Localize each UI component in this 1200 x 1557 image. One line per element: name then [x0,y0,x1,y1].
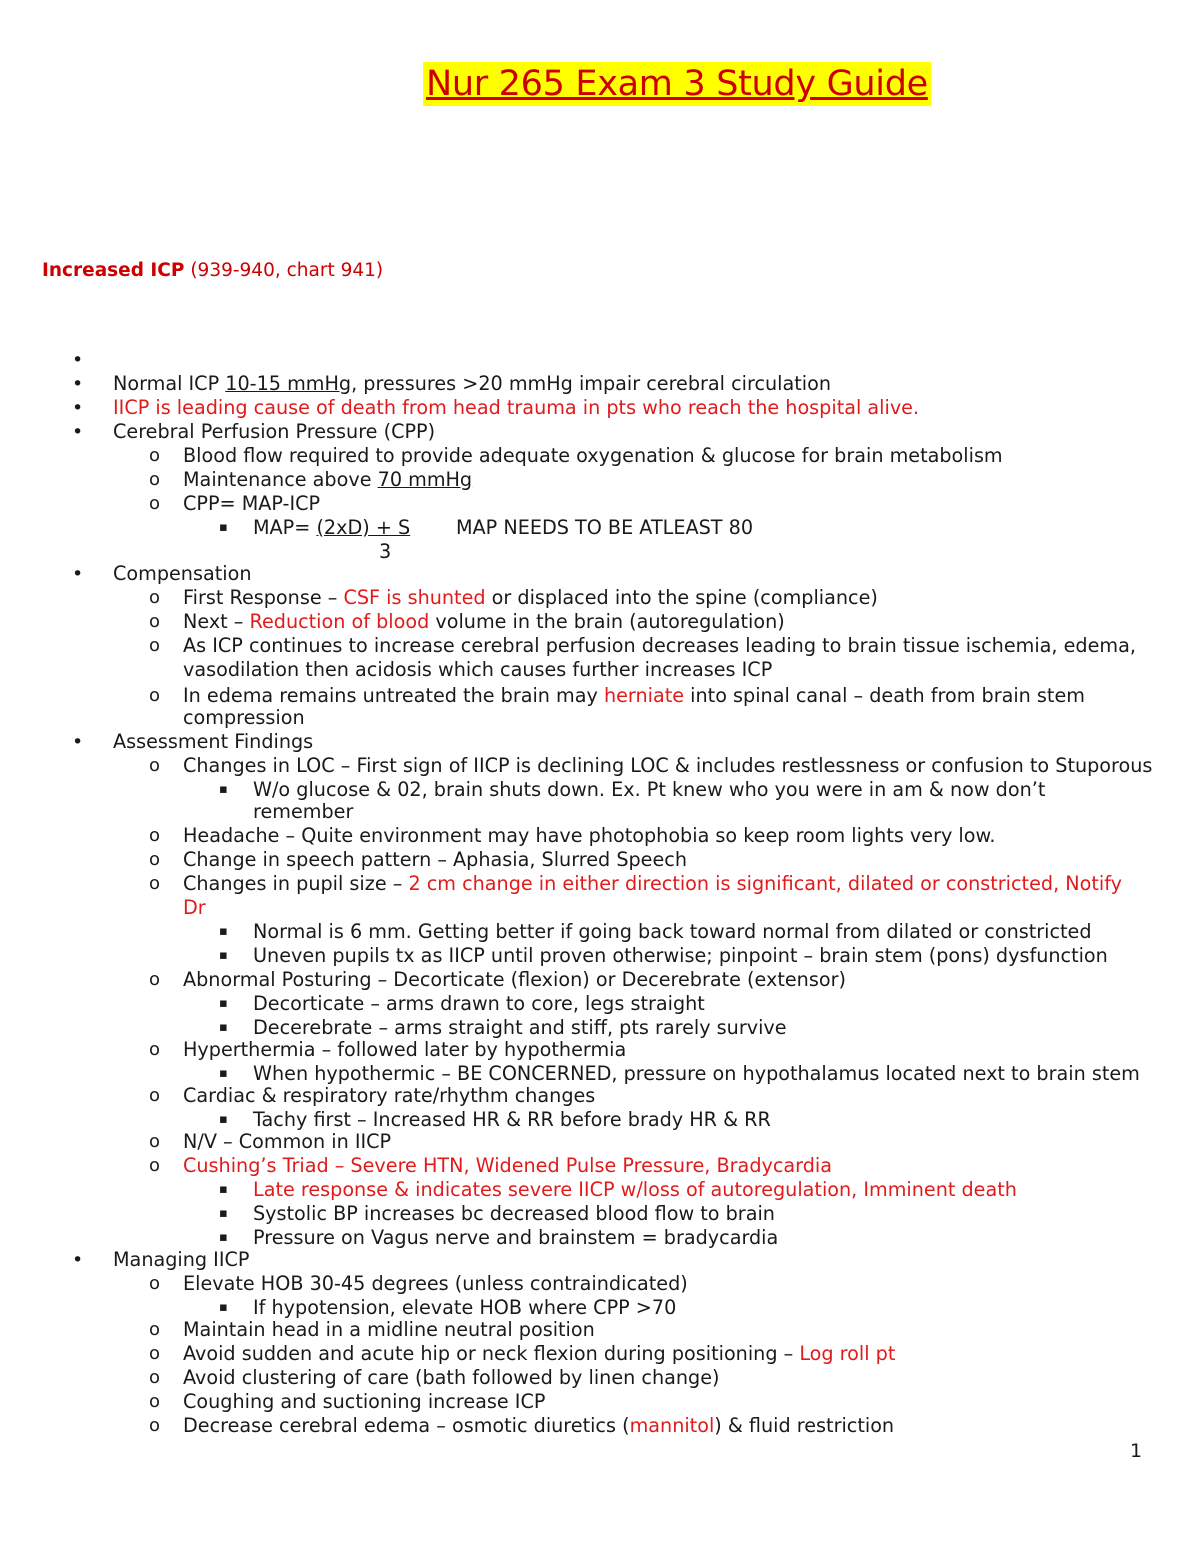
text-text: When hypothermic – BE CONCERNED, pressure on hypothalamus located next to brain stem [253,1062,1140,1085]
text-text: Elevate HOB 30-45 degrees (unless contraindicated) [183,1272,688,1295]
outline-text [113,730,313,754]
outline-text [113,372,831,396]
outline-text [183,872,1122,896]
text-red: Dr [183,896,206,919]
outline-item-flexion [0,1342,1200,1366]
document-title: Nur 265 Exam 3 Study Guide [423,62,931,106]
text-red: mannitol [629,1414,715,1437]
text-text: Pressure on Vagus nerve and brainstem = bradycardia [253,1226,779,1249]
text-text: CPP= MAP-ICP [183,492,321,515]
outline-text [183,1390,545,1414]
text-text: Compensation [113,562,252,585]
text-text: remember [253,800,354,823]
bullet-marker: o [149,1131,161,1152]
text-text: N/V – Common in IICP [183,1130,392,1153]
bullet-marker: o [149,873,161,894]
text-post: into spinal canal – death from brain stem [684,684,1085,707]
text-red: 2 cm change in either direction is significant, dilated or constricted, Notify [408,872,1122,895]
outline-item-hypotension [0,1296,1200,1320]
text-text: If hypotension, elevate HOB where CPP >70 [253,1296,677,1319]
outline-text [183,706,305,730]
outline-item-nv [0,1130,1200,1154]
outline-text [183,896,206,920]
text-text: Uneven pupils tx as IICP until proven otherwise; pinpoint – brain stem (pons) dysfunction [253,944,1108,967]
bullet-marker: ▪ [219,1230,228,1245]
text-text: Normal is 6 mm. Getting better if going back toward normal from dilated or constricted [253,920,1092,943]
outline-text [253,1108,771,1132]
outline-text [253,1016,787,1040]
outline-item-posturing [0,968,1200,992]
outline-text [253,992,705,1016]
formula-denominator: 3 [379,540,392,563]
outline-item-pupil-1 [0,872,1200,896]
text-text: As ICP continues to increase cerebral perfusion decreases leading to brain tissue ischemia, edema, [183,634,1136,657]
bullet-marker: o [149,1155,161,1176]
bullet-marker: o [149,1415,161,1436]
bullet-marker: o [149,1391,161,1412]
outline-text [253,800,353,824]
bullet-marker: o [149,1319,161,1340]
outline-item-pupil-normal [0,920,1200,944]
text-text: Maintain head in a midline neutral position [183,1318,595,1341]
text-u: 70 mmHg [377,468,473,491]
outline-item-edema-1 [0,684,1200,708]
text-u: 10-15 mmHg [225,372,352,395]
outline-item-decerebrate [0,1016,1200,1040]
outline-text [183,684,1085,708]
outline-item-map-formula [0,516,1200,563]
outline-item-normal-icp [0,372,1200,396]
text-text: Abnormal Posturing – Decorticate (flexion) or Decerebrate (extensor) [183,968,846,991]
outline-item-assessment [0,730,1200,754]
bullet-marker: o [149,1343,161,1364]
bullet-marker: o [149,825,161,846]
text-red: Log roll pt [799,1342,896,1365]
outline-text [183,848,687,872]
outline-text [113,562,251,586]
text-red: Reduction of blood [249,610,430,633]
outline-item-hob [0,1272,1200,1296]
text-text: compression [183,706,305,729]
outline-item-cpp-formula [0,492,1200,516]
outline-item-blood-flow [0,444,1200,468]
outline-text [183,754,1152,778]
text-text: Tachy first – Increased HR & RR before brady HR & RR [253,1108,771,1131]
outline-text [253,944,1108,968]
outline-text [253,1202,775,1226]
text-red: IICP is leading cause of death from head trauma in pts who reach the hospital alive. [113,396,920,419]
outline-text [183,1414,894,1438]
outline-item-pupil-uneven [0,944,1200,968]
bullet-marker: ▪ [219,782,228,797]
text-pre: Normal ICP [113,372,226,395]
outline-text [253,920,1092,944]
outline-text [183,1342,895,1366]
outline-item-vagus [0,1226,1200,1250]
bullet-marker: ▪ [219,1112,228,1127]
outline-item-next [0,610,1200,634]
bullet-marker: • [72,731,84,753]
outline-item-cushing [0,1154,1200,1178]
bullet-marker: • [72,563,84,585]
text-post: or displaced into the spine (compliance) [485,586,878,609]
outline-text [183,1366,720,1390]
text-text: Cardiac & respiratory rate/rhythm changes [183,1084,596,1107]
outline-item-edema-2 [0,706,1200,730]
outline-text [183,1154,832,1178]
bullet-marker: o [149,969,161,990]
text-pre: First Response – [183,586,344,609]
section-page-ref: (939-940, chart 941) [190,260,384,281]
outline-text [183,658,772,682]
bullet-marker: • [72,1249,84,1271]
text-text: Systolic BP increases bc decreased blood flow to brain [253,1202,775,1225]
bullet-marker: o [149,635,161,656]
outline-item-pupil-2 [0,896,1200,920]
page-number: 1 [1130,1440,1143,1462]
text-text: W/o glucose & 02, brain shuts down. Ex. Pt knew who you were in am & now don’t [253,778,1046,801]
outline-item-hyperthermia [0,1038,1200,1062]
bullet-marker: o [149,611,161,632]
map-note: MAP NEEDS TO BE ATLEAST 80 [456,516,754,539]
bullet-marker: o [149,1085,161,1106]
bullet-marker: o [149,445,161,466]
text-text: Cerebral Perfusion Pressure (CPP) [113,420,436,443]
outline-text [253,1226,778,1250]
outline-item-as-icp-1 [0,634,1200,658]
outline-item-iicp-death [0,396,1200,420]
text-red: herniate [603,684,685,707]
outline-item-tachy [0,1108,1200,1132]
bullet-marker: • [72,349,84,371]
outline-text [183,1084,595,1108]
bullet-marker: • [72,373,84,395]
bullet-marker: o [149,755,161,776]
bullet-marker: o [149,1273,161,1294]
outline-text [113,396,919,420]
bullet-marker: ▪ [219,1206,228,1221]
outline-text [183,444,1003,468]
text-text: Headache – Quite environment may have photophobia so keep room lights very low. [183,824,996,847]
bullet-marker: o [149,587,161,608]
outline-item-coughing [0,1390,1200,1414]
section-heading-label: Increased ICP [42,260,185,281]
text-text: Blood flow required to provide adequate oxygenation & glucose for brain metabolism [183,444,1003,467]
outline-item-decorticate [0,992,1200,1016]
text-pre: MAP= [253,516,317,539]
outline-item-cpp [0,420,1200,444]
bullet-marker: o [149,469,161,490]
text-pre: In edema remains untreated the brain may [183,684,604,707]
outline-text [113,420,435,444]
bullet-marker: o [149,1367,161,1388]
outline-text [253,516,410,540]
text-pre: Decrease cerebral edema – osmotic diuretics ( [183,1414,630,1437]
outline-item-headache [0,824,1200,848]
outline-item-glucose-1 [0,778,1200,802]
outline-text [183,492,320,516]
text-text: vasodilation then acidosis which causes further increases ICP [183,658,773,681]
outline-item-loc [0,754,1200,778]
bullet-marker: ▪ [219,1020,228,1035]
bullet-marker: o [149,493,161,514]
outline-text [253,778,1045,802]
bullet-marker: • [72,397,84,419]
outline-item-first-response [0,586,1200,610]
text-text: Hyperthermia – followed later by hypothermia [183,1038,627,1061]
outline-item-systolic [0,1202,1200,1226]
text-pre: Changes in pupil size – [183,872,409,895]
outline-text [253,1296,676,1320]
outline-item-as-icp-2 [0,658,1200,682]
text-text: Decorticate – arms drawn to core, legs straight [253,992,705,1015]
text-pre: Maintenance above [183,468,378,491]
outline-item-hypothermic [0,1062,1200,1086]
text-post: , pressures >20 mmHg impair cerebral circulation [351,372,832,395]
bullet-marker: ▪ [219,924,228,939]
bullet-marker: o [149,685,161,706]
outline-item-cerebral-edema [0,1414,1200,1438]
outline-text [253,1062,1140,1086]
outline-item-managing [0,1248,1200,1272]
text-text: Coughing and suctioning increase ICP [183,1390,546,1413]
outline-item-midline [0,1318,1200,1342]
bullet-marker: ▪ [219,948,228,963]
outline-text [183,1272,688,1296]
text-pre: Avoid sudden and acute hip or neck flexion during positioning – [183,1342,800,1365]
text-red: Cushing’s Triad – Severe HTN, Widened Pulse Pressure, Bradycardia [183,1154,832,1177]
bullet-marker: • [72,421,84,443]
text-text: Changes in LOC – First sign of IICP is declining LOC & includes restlessness or confusion to Stuporous [183,754,1153,777]
outline-item-compensation [0,562,1200,586]
outline-item-glucose-2 [0,800,1200,824]
text-text: Managing IICP [113,1248,250,1271]
outline-text [253,1178,1017,1202]
text-text: Assessment Findings [113,730,314,753]
outline-item-cardiac [0,1084,1200,1108]
text-pre: Next – [183,610,250,633]
bullet-marker: ▪ [219,1066,228,1081]
outline-text [183,634,1136,658]
bullet-marker: o [149,849,161,870]
outline-text [183,1038,626,1062]
outline-text [183,824,996,848]
bullet-marker: ▪ [219,520,228,535]
outline-item-maintenance [0,468,1200,492]
text-post: ) & fluid restriction [714,1414,895,1437]
outline-text [183,586,878,610]
outline-item-speech [0,848,1200,872]
outline-item-empty [0,348,1200,372]
bullet-marker: ▪ [219,1182,228,1197]
text-red: Late response & indicates severe IICP w/loss of autoregulation, Imminent death [253,1178,1017,1201]
section-heading [42,259,383,283]
text-u: (2xD) + S [316,516,411,539]
bullet-marker: o [149,1039,161,1060]
outline-text [183,1318,595,1342]
outline-text [183,468,472,492]
outline-item-clustering [0,1366,1200,1390]
text-post: volume in the brain (autoregulation) [429,610,785,633]
outline-text [183,968,846,992]
text-text: Decerebrate – arms straight and stiff, pts rarely survive [253,1016,787,1039]
bullet-marker: ▪ [219,1300,228,1315]
bullet-marker: ▪ [219,996,228,1011]
text-text: Change in speech pattern – Aphasia, Slurred Speech [183,848,687,871]
outline-item-late-response [0,1178,1200,1202]
outline-text [183,610,785,634]
outline-text [183,1130,391,1154]
text-text: Avoid clustering of care (bath followed by linen change) [183,1366,720,1389]
outline-text [113,1248,249,1272]
text-red: CSF is shunted [343,586,486,609]
